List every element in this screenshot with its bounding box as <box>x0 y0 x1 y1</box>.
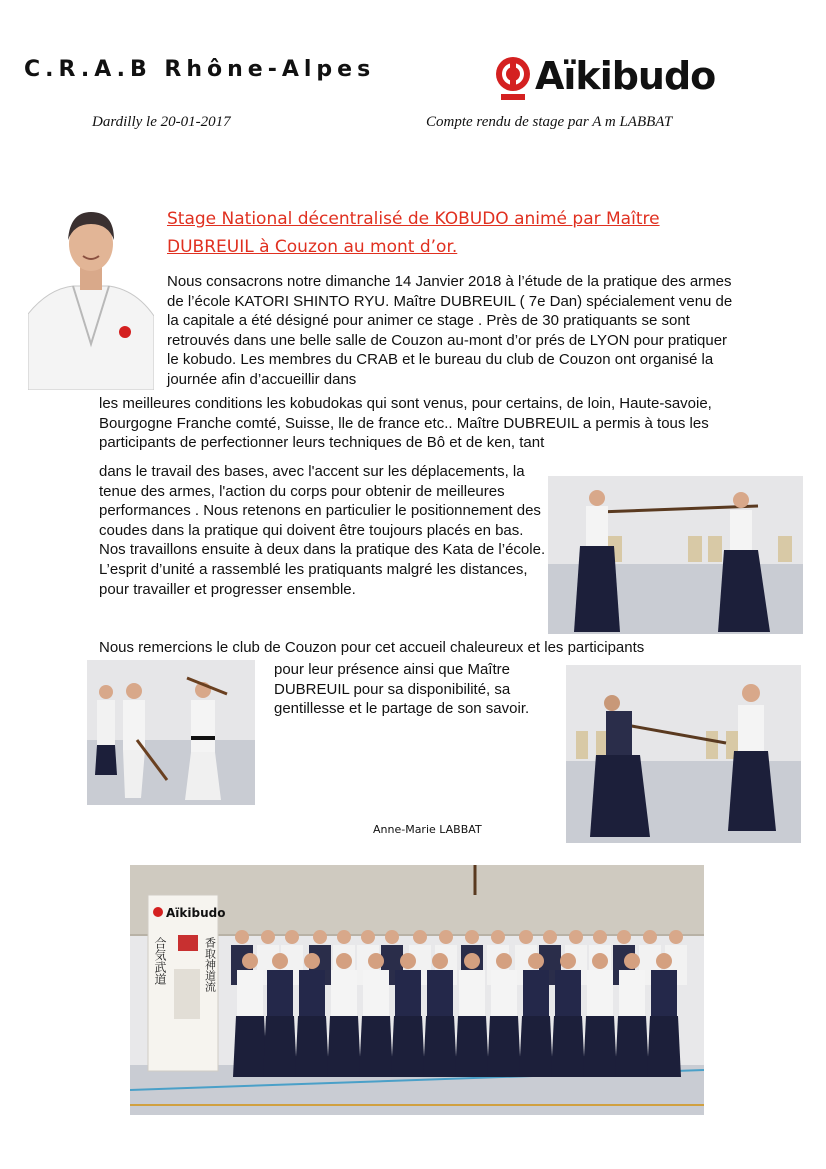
group-photo <box>130 865 704 1115</box>
signature: Anne-Marie LABBAT <box>373 823 482 836</box>
organization-name: C.R.A.B Rhône-Alpes <box>24 57 376 82</box>
aikibudo-logo <box>493 54 761 106</box>
practice-photo-kata <box>566 665 801 843</box>
paragraph-3: dans le travail des bases, avec l'accent sur les déplacements, la tenue des armes, l'action du corps pour obtenir de meilleures performances . Nous retenons en particulier le positionnement des coudes dans la pratique qui doivent être toujours placés en bas. Nos travaillons ensuite à deux dans la pratique des Kata de l’école. L’esprit d’unité a rassemblé les pratiquants malgré les distances, pour travailler et progresser ensemble. <box>99 463 546 598</box>
practice-photo-staff <box>548 476 803 634</box>
article-title <box>167 205 727 261</box>
banner-vertical-text-2: 香取神道流 <box>203 937 217 992</box>
logo-text: Aïkibudo <box>535 54 716 98</box>
aikibudo-banner <box>148 895 225 1071</box>
paragraph-4: Nous remercions le club de Couzon pour cet accueil chaleureux et les participants <box>99 639 645 656</box>
article-title-line-2: DUBREUIL à Couzon au mont d’or. <box>167 237 458 257</box>
banner-emblem-icon <box>153 907 163 917</box>
paragraph-2: les meilleures conditions les kobudokas qui sont venus, pour certains, de loin, Haute-savoie, Bourgogne Franche comté, Suisse, lle de france etc.. Maître DUBREUIL a permis à tous les participants de perfectionner leurs techniques de Bô et de ken, tant <box>99 395 712 452</box>
article-title-line-1: Stage National décentralisé de KOBUDO animé par Maître <box>167 209 660 229</box>
paragraph-5: pour leur présence ainsi que Maître DUBREUIL pour sa disponibilité, sa gentillesse et le partage de son savoir. <box>274 661 530 718</box>
practice-photo-pair <box>87 660 255 805</box>
dateline: Dardilly le 20-01-2017 <box>92 114 231 130</box>
banner-title: Aïkibudo <box>166 906 226 920</box>
portrait-photo <box>28 204 154 390</box>
byline: Compte rendu de stage par A m LABBAT <box>426 114 673 130</box>
paragraph-1: Nous consacrons notre dimanche 14 Janvier 2018 à l’étude de la pratique des armes de l’école KATORI SHINTO RYU. Maître DUBREUIL ( 7e Dan) spécialement venu de la capitale a été désigné pour animer ce stage . Près de 30 pratiquants se sont retrouvés dans une belle salle de Couzon au-mont d’or prés de LYON pour pratiquer le kobudo. Les membres du CRAB et le bureau du club de Couzon ont organisé la journée afin d’accueillir dans <box>167 273 733 388</box>
logo-emblem-icon <box>493 54 533 104</box>
banner-vertical-text-1: 合気武道 <box>153 937 167 985</box>
